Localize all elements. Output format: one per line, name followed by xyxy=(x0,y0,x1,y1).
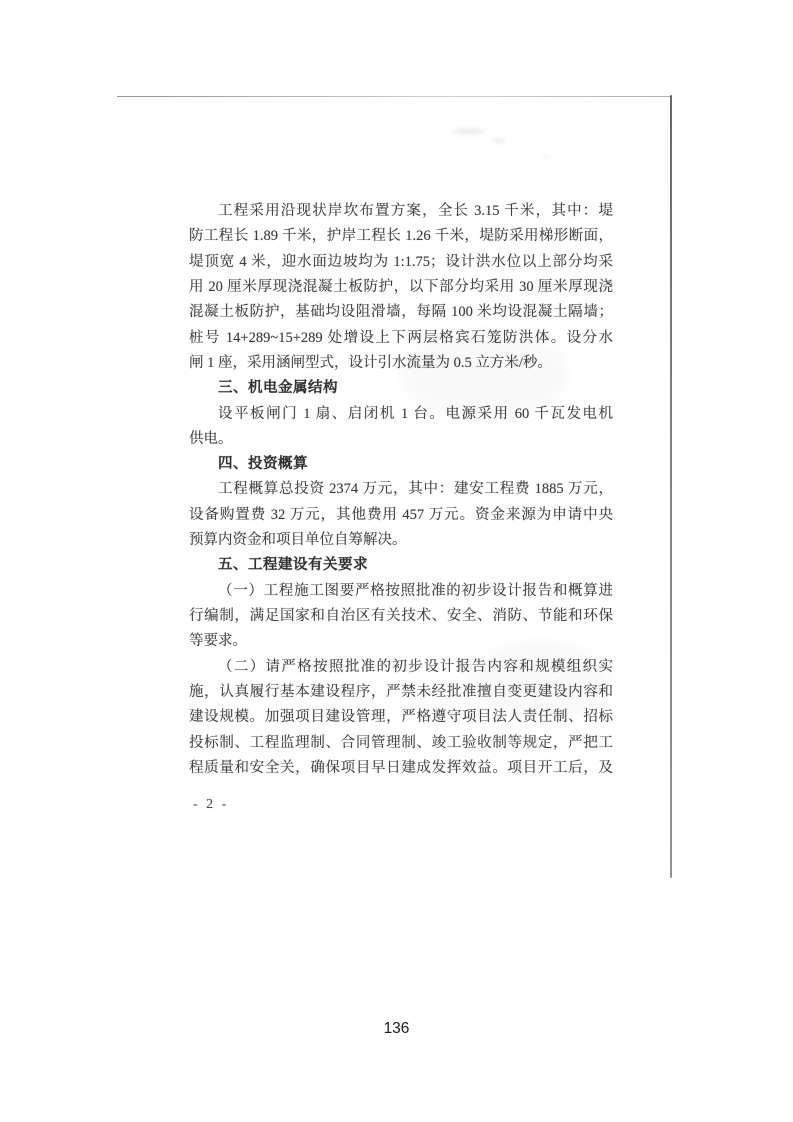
page-number-inner: - 2 - xyxy=(193,797,229,812)
text-line: 程质量和安全关，确保项目早日建成发挥效益。项目开工后，及 xyxy=(189,759,613,776)
scan-smudge xyxy=(492,138,506,143)
section-heading-3: 三、机电金属结构 xyxy=(218,380,338,397)
text-line: 施，认真履行基本建设程序，严禁未经批准擅自变更建设内容和 xyxy=(189,683,613,700)
text-line: 预算内资金和项目单位自筹解决。 xyxy=(189,532,407,549)
text-line: 堤顶宽 4 米，迎水面边坡均为 1:1.75；设计洪水位以上部分均采 xyxy=(189,253,613,270)
text-line: 混凝土板防护，基础均设阻滑墙，每隔 100 米均设混凝土隔墙； xyxy=(189,304,613,321)
text-line: 供电。 xyxy=(189,430,233,447)
text-line: 工程概算总投资 2374 万元，其中：建安工程费 1885 万元， xyxy=(218,481,613,498)
text-line: 等要求。 xyxy=(189,633,247,650)
scan-smudge xyxy=(452,128,486,135)
text-line: 建设规模。加强项目建设管理，严格遵守项目法人责任制、招标 xyxy=(189,709,613,726)
text-line: 设平板闸门 1 扇、启闭机 1 台。电源采用 60 千瓦发电机 xyxy=(218,405,613,422)
section-heading-5: 五、工程建设有关要求 xyxy=(218,557,368,574)
text-line: 防工程长 1.89 千米，护岸工程长 1.26 千米，堤防采用梯形断面， xyxy=(189,228,613,245)
text-line: 用 20 厘米厚现浇混凝土板防护，以下部分均采用 30 厘米厚现浇 xyxy=(189,278,613,295)
text-line: （二）请严格按照批准的初步设计报告内容和规模组织实 xyxy=(218,658,613,675)
document-text-block xyxy=(189,199,613,781)
scan-edge-vertical-line xyxy=(670,95,672,878)
text-line: 工程采用沿现状岸坎布置方案，全长 3.15 千米，其中：堤 xyxy=(218,203,613,219)
text-line: 投标制、工程监理制、合同管理制、竣工验收制等规定，严把工 xyxy=(189,734,613,751)
text-line: 设备购置费 32 万元，其他费用 457 万元。资金来源为申请中央 xyxy=(189,506,613,523)
scan-edge-horizontal-line xyxy=(117,96,672,97)
scan-smudge xyxy=(540,155,550,159)
text-line: 闸 1 座，采用涵闸型式，设计引水流量为 0.5 立方米/秒。 xyxy=(189,354,552,371)
text-line: 桩号 14+289~15+289 处增设上下两层格宾石笼防洪体。设分水 xyxy=(189,329,613,346)
text-line: （一）工程施工图要严格按照批准的初步设计报告和概算进 xyxy=(218,582,613,599)
text-line: 行编制，满足国家和自治区有关技术、安全、消防、节能和环保 xyxy=(189,608,613,624)
section-heading-4: 四、投资概算 xyxy=(218,456,308,473)
page-number-footer: 136 xyxy=(383,1020,410,1037)
